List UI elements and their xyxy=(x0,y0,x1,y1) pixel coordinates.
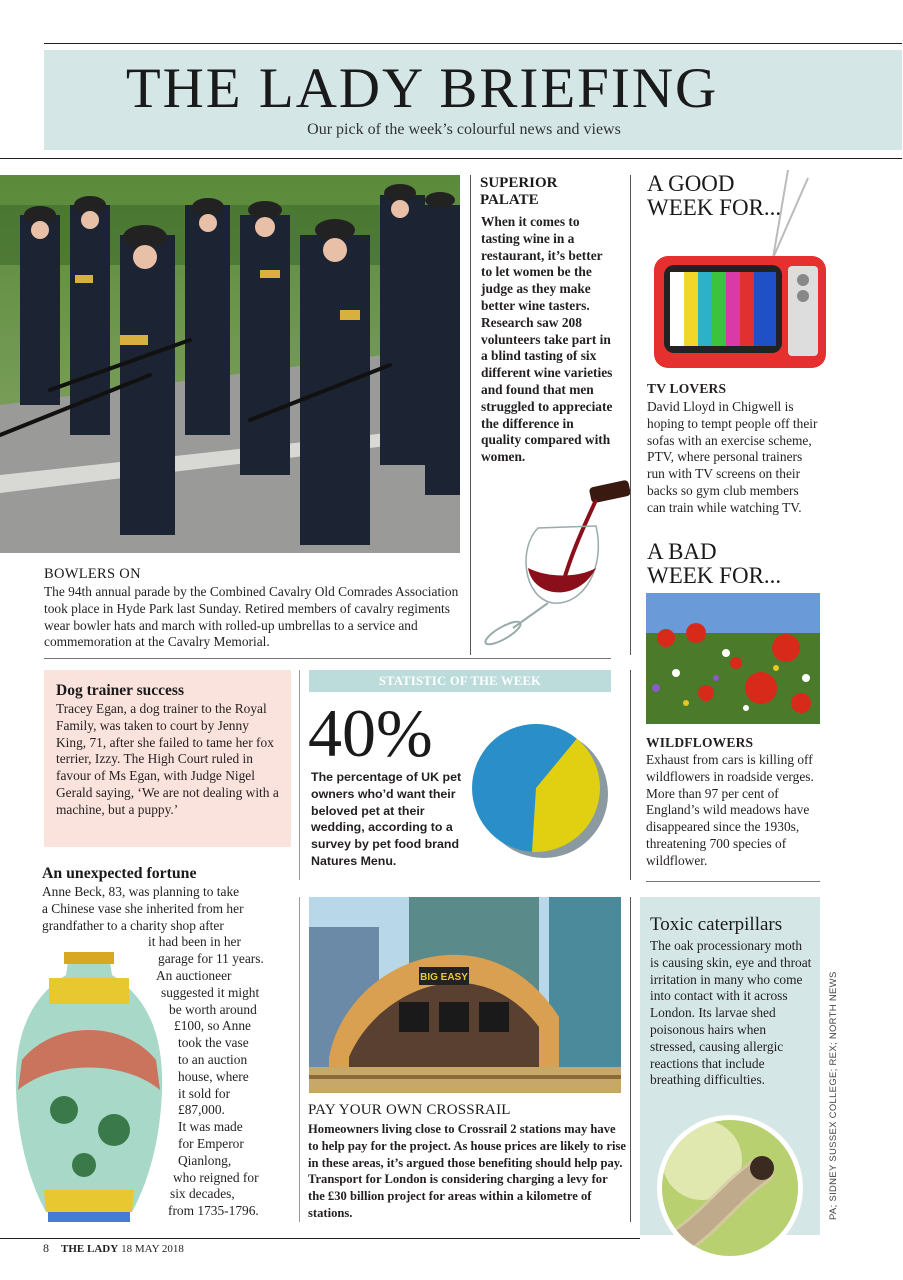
column-rule-3 xyxy=(630,670,631,880)
bad-week-heading: A BAD WEEK FOR... xyxy=(647,539,782,588)
wine-glass-image xyxy=(478,478,630,653)
fortune-line: garage for 11 years. xyxy=(158,951,264,967)
fortune-line: Anne Beck, 83, was planning to take xyxy=(42,884,240,899)
fortune-line: for Emperor xyxy=(178,1135,244,1151)
header-rule xyxy=(0,158,902,159)
fortune-line: grandfather to a charity shop after xyxy=(42,917,224,933)
page-title: THE LADY BRIEFING xyxy=(125,57,719,120)
fortune-line: took the vase xyxy=(178,1035,249,1051)
cater-top-rule xyxy=(646,881,820,882)
palate-heading: SUPERIOR PALATE xyxy=(480,175,558,208)
fortune-line: from 1735-1796. xyxy=(168,1203,259,1219)
stat-value: 40% xyxy=(308,695,433,771)
fortune-line: be worth around xyxy=(169,1001,257,1017)
fortune-line: £100, so Anne xyxy=(174,1018,251,1034)
fortune-line: An auctioneer xyxy=(156,967,232,983)
dog-heading: Dog trainer success xyxy=(56,682,184,699)
fortune-line: who reigned for xyxy=(173,1169,259,1185)
fortune-line: to an auction xyxy=(178,1051,248,1067)
fortune-text xyxy=(0,884,290,1220)
stat-caption: The percentage of UK pet owners who’d want their beloved pet at their wedding, according to a survey by pet food brand Natures Menu. xyxy=(311,770,462,868)
crossrail-photo xyxy=(309,897,621,1093)
stat-rule-left xyxy=(299,670,300,880)
crossrail-text: Homeowners living close to Crossrail 2 stations may have to help pay for the project. As house prices are likely to rise in these areas, it’s argued those benefiting should help pay. Transport for London is considering charging a levy for the £30 billion project for areas within a kilometre of stations. xyxy=(308,1122,626,1220)
fortune-line: six decades, xyxy=(170,1186,235,1202)
bowlers-heading: BOWLERS ON xyxy=(44,566,141,582)
photo-credits: PA; SIDNEY SUSSEX COLLEGE; REX; NORTH NEWS xyxy=(828,971,839,1220)
tv-image xyxy=(648,168,828,378)
footer xyxy=(43,1241,184,1256)
bowlers-text: The 94th annual parade by the Combined Cavalry Old Comrades Association took place in Hyde Park last Sunday. Retired members of cavalry regiments wear bowler hats and march with rolled-up umbrellas to a service and commemoration at the Cavalry Memorial. xyxy=(44,584,459,650)
fortune-line: house, where xyxy=(178,1068,249,1084)
footer-rule xyxy=(0,1238,640,1239)
bowlers-photo xyxy=(0,175,460,553)
crossrail-heading: PAY YOUR OWN CROSSRAIL xyxy=(308,1102,511,1118)
page-subtitle: Our pick of the week’s colourful news and views xyxy=(307,121,621,138)
stat-banner: STATISTIC OF THE WEEK xyxy=(309,670,611,692)
dog-text: Tracey Egan, a dog trainer to the Royal Family, was taken to court by Jenny King, 71, after she failed to tame her fox terrier, Izzy. The High Court ruled in favour of Ms Egan, with Judge Nigel Gerald saying, ‘We are not dealing with a machine, but a puppy.’ xyxy=(56,701,279,817)
caterpillar-photo xyxy=(657,1115,803,1261)
fortune-heading: An unexpected fortune xyxy=(42,865,197,882)
fortune-line: Qianlong, xyxy=(178,1152,232,1168)
svg-text:BIG EASY: BIG EASY xyxy=(420,972,468,983)
cater-text: The oak processionary moth is causing skin, eye and throat irritation in many who come into contact with it across London. Its larvae shed poisonous hairs when stressed, causing allergic reactions that include breathing difficulties. xyxy=(650,938,812,1088)
good-week-text: David Lloyd in Chigwell is hoping to tempt people off their sofas with an exercise scheme, PTV, where personal trainers run with TV screens on their backs so gym club members can train while watching TV. xyxy=(647,399,818,515)
crossrail-rule-right xyxy=(630,897,631,1222)
fortune-line: it had been in her xyxy=(148,934,241,950)
good-week-heading: A GOOD WEEK FOR... xyxy=(647,171,782,220)
column-rule-2 xyxy=(630,175,631,655)
footer-date: 18 MAY 2018 xyxy=(121,1243,184,1255)
palate-text: When it comes to tasting wine in a restaurant, it’s better to let women be the judge as they make better wine tasters. Research saw 208 volunteers take part in a blind tasting of six different wine varieties and found that men struggled to appreciate the difference in quality compared with women. xyxy=(481,214,613,465)
bad-week-kicker: WILDFLOWERS xyxy=(646,735,754,750)
column-rule xyxy=(470,175,471,655)
fortune-line: £87,000. xyxy=(178,1102,225,1118)
fortune-line: it sold for xyxy=(178,1085,231,1101)
wildflowers-photo xyxy=(646,593,820,724)
page-number: 8 xyxy=(43,1241,49,1255)
fortune-line: It was made xyxy=(178,1119,243,1135)
bad-week-text: Exhaust from cars is killing off wildflowers in roadside verges. More than 97 per cent of England’s wild meadows have disappeared since the 1930s, threatening 700 species of wildflower. xyxy=(646,752,814,868)
fortune-line: a Chinese vase she inherited from her xyxy=(42,900,244,916)
good-week-kicker: TV LOVERS xyxy=(647,381,727,396)
mid-rule xyxy=(44,658,611,659)
top-rule xyxy=(44,43,902,44)
stat-pie-chart xyxy=(468,722,614,864)
crossrail-rule-left xyxy=(299,897,300,1222)
footer-magazine: THE LADY xyxy=(61,1243,119,1255)
fortune-line: suggested it might xyxy=(161,984,260,1000)
cater-heading: Toxic caterpillars xyxy=(650,914,783,935)
